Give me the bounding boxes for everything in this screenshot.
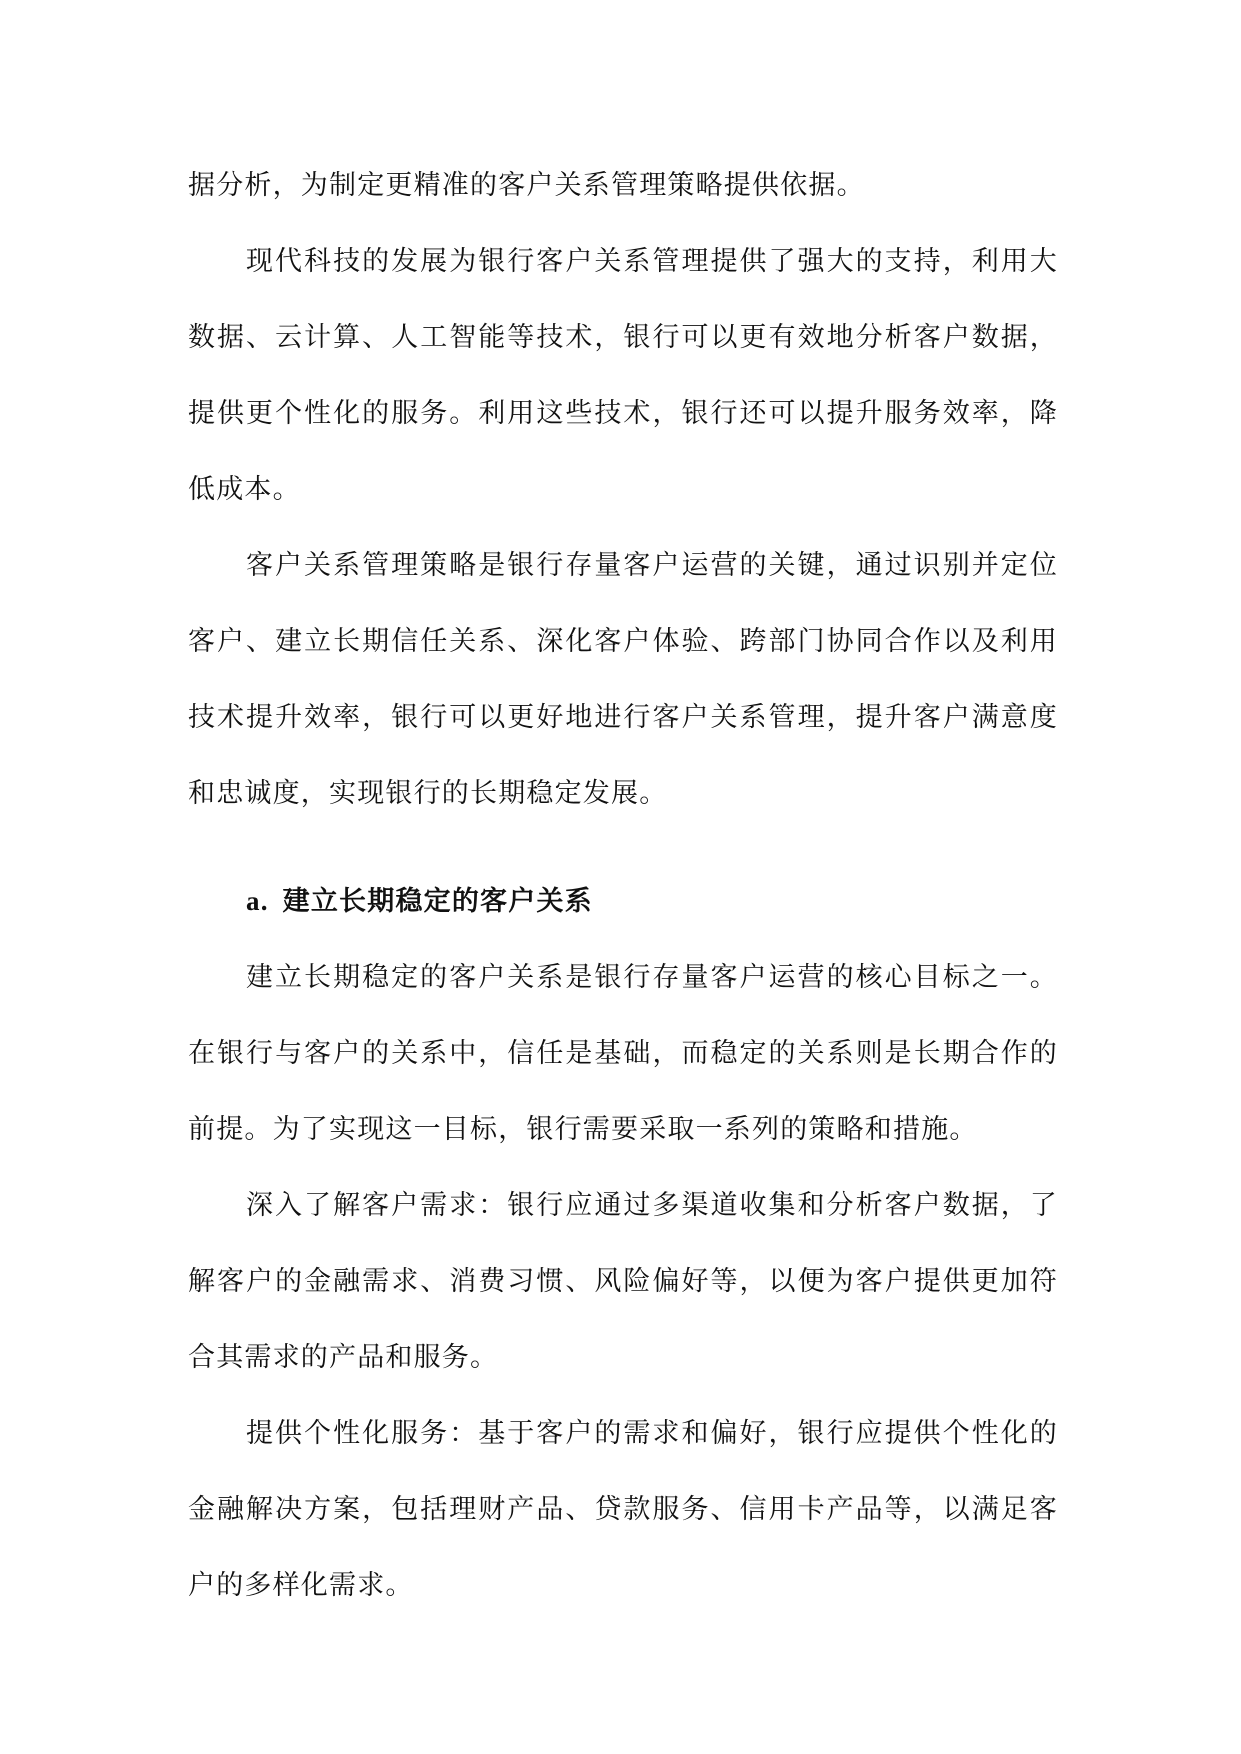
- paragraph-personalized-service: 提供个性化服务：基于客户的需求和偏好，银行应提供个性化的金融解决方案，包括理财产品、贷款服务、信用卡产品等，以满足客户的多样化需求。: [188, 1418, 1058, 1601]
- section-heading: [188, 863, 1058, 940]
- section-heading-marker: a.: [246, 886, 269, 916]
- paragraph-crm-strategy-summary: 客户关系管理策略是银行存量客户运营的关键，通过识别并定位客户、建立长期信任关系、深化客户体验、跨部门协同合作以及利用技术提升效率，银行可以更好地进行客户关系管理，提升客户满意度和忠诚度，实现银行的长期稳定发展。: [188, 550, 1058, 809]
- paragraph-continuation: 据分析，为制定更精准的客户关系管理策略提供依据。: [188, 170, 865, 201]
- paragraph-understand-needs: 深入了解客户需求：银行应通过多渠道收集和分析客户数据，了解客户的金融需求、消费习惯、风险偏好等，以便为客户提供更加符合其需求的产品和服务。: [188, 1190, 1058, 1373]
- section-heading-text: 建立长期稳定的客户关系: [282, 886, 593, 917]
- paragraph-long-term-relationship: 建立长期稳定的客户关系是银行存量客户运营的核心目标之一。在银行与客户的关系中，信任是基础，而稳定的关系则是长期合作的前提。为了实现这一目标，银行需要采取一系列的策略和措施。: [188, 962, 1058, 1145]
- document-body: [188, 148, 1058, 1624]
- paragraph-technology-support: 现代科技的发展为银行客户关系管理提供了强大的支持，利用大数据、云计算、人工智能等技术，银行可以更有效地分析客户数据，提供更个性化的服务。利用这些技术，银行还可以提升服务效率，降低成本。: [188, 246, 1058, 505]
